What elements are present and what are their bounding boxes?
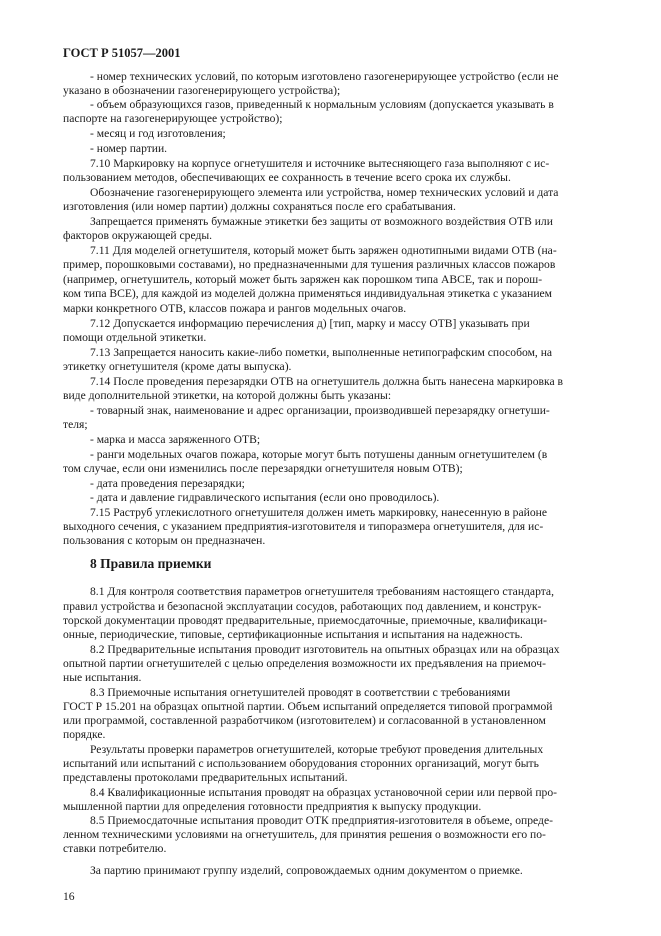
text-line: виде дополнительной этикетки, на которой должны быть указаны: [63,389,392,402]
page-number: 16 [63,890,75,903]
text-line: том случае, если они изменились после перезарядки огнетушителя новым ОТВ); [63,462,463,475]
text-line: теля; [63,418,88,431]
text-line: факторов окружающей среды. [63,229,213,242]
text-line: онные, периодические, типовые, сертификационные испытания и испытания на надежность. [63,628,523,641]
text-line: опытной партии огнетушителей с целью определения возможности их предъявления на приемоч- [63,657,546,670]
text-line: (например, огнетушитель, который может быть заряжен как порошком типа АВСЕ, так и порош- [63,273,543,286]
text-line: - дата проведения перезарядки; [90,477,245,490]
text-line: этикетку огнетушителя (кроме даты выпуска). [63,360,292,373]
section-title: 8 Правила приемки [90,556,212,571]
text-line: - марка и масса заряженного ОТВ; [90,433,261,446]
text-line: торской документации проводят предварительные, приемосдаточные, приемочные, квалификаци- [63,614,547,627]
text-line: правил устройства и безопасной эксплуатации сосудов, работающих под давлением, и конструк- [63,600,542,613]
text-line: ком типа ВСЕ), для каждой из моделей должна применяться индивидуальная этикетка с указанием [63,287,553,300]
text-line: указано в обозначении газогенерирующего устройства); [63,84,341,97]
text-line: 7.12 Допускается информацию перечисления д) [тип, марку и массу ОТВ] указывать при [90,317,530,330]
text-line: ленном техническими условиями на огнетушитель, для принятия решения о возможности его по- [63,828,546,841]
text-line: 8.3 Приемочные испытания огнетушителей проводят в соответствии с требованиями [90,686,511,699]
text-line: 7.14 После проведения перезарядки ОТВ на огнетушитель должна быть нанесена маркировка в [90,375,563,388]
document-header: ГОСТ Р 51057—2001 [63,46,181,60]
text-line: ГОСТ Р 15.201 на образцах опытной партии. Объем испытаний определяется типовой программой [63,700,553,713]
text-line: - месяц и год изготовления; [90,127,226,140]
text-line: паспорте на газогенерирующее устройство); [63,112,283,125]
text-line: выходного сечения, с указанием предприятия-изготовителя и типоразмера огнетушителя, для ис- [63,520,544,533]
text-line: изготовления (или номер партии) должны сохраняться после его срабатывания. [63,200,456,213]
text-line: 7.13 Запрещается наносить какие-либо пометки, выполненные нетипографским способом, на [90,346,553,359]
text-line: Запрещается применять бумажные этикетки без защиты от возможного воздействия ОТВ или [90,215,553,228]
text-line: 8.5 Приемосдаточные испытания проводит ОТК предприятия-изготовителя в объеме, опреде- [90,814,553,827]
text-line: помощи отдельной этикетки. [63,331,207,344]
text-line: пользованием методов, обеспечивающих ее сохранность в течение всего срока их службы. [63,171,511,184]
text-line: - дата и давление гидравлического испытания (если оно проводилось). [90,491,440,504]
text-line: порядке. [63,728,106,741]
text-line: За партию принимают группу изделий, сопровождаемых одним документом о приемке. [90,864,523,877]
text-line: пользования с которым он предназначен. [63,534,266,547]
text-line: 8.1 Для контроля соответствия параметров огнетушителя требованиям настоящего стандарта, [90,585,554,598]
text-line: марки конкретного ОТВ, классов пожара и рангов модельных очагов. [63,302,407,315]
text-line: испытаний или испытаний с использованием оборудования сторонних организаций, могут быть [63,757,539,770]
text-line: 7.15 Раструб углекислотного огнетушителя должен иметь маркировку, нанесенную в районе [90,506,547,519]
text-line: Обозначение газогенерирующего элемента или устройства, номер технических условий и дата [90,186,559,199]
text-line: мышленной партии для определения готовности предприятия к выпуску продукции. [63,800,482,813]
text-line: ные испытания. [63,671,142,684]
text-line: пример, порошковыми составами), но предназначенными для тушения различных классов пожаров [63,258,556,271]
text-line: - товарный знак, наименование и адрес организации, производившей перезарядку огнетуши- [90,404,550,417]
text-line: ставки потребителю. [63,842,167,855]
text-line: или программой, составленной разработчиком (изготовителем) и согласованной в установленном [63,714,546,727]
text-line: - объем образующихся газов, приведенный к нормальным условиям (допускается указывать в [90,98,554,111]
text-line: представлены протоколами предварительных испытаний. [63,771,348,784]
text-line: 8.4 Квалификационные испытания проводят на образцах установочной серии или первой про- [90,786,558,799]
text-line: - номер партии. [90,142,168,155]
text-line: 8.2 Предварительные испытания проводит изготовитель на опытных образцах или на образцах [90,643,560,656]
text-line: - номер технических условий, по которым изготовлено газогенерирующее устройство (если не [90,70,559,83]
text-line: 7.11 Для моделей огнетушителя, который может быть заряжен однотипными видами ОТВ (на- [90,244,557,257]
text-line: 7.10 Маркировку на корпусе огнетушителя и источнике вытесняющего газа выполняют с ис- [90,157,550,170]
text-line: Результаты проверки параметров огнетушителей, которые требуют проведения длительных [90,743,544,756]
text-line: - ранги модельных очагов пожара, которые могут быть потушены данным огнетушителем (в [90,448,548,461]
